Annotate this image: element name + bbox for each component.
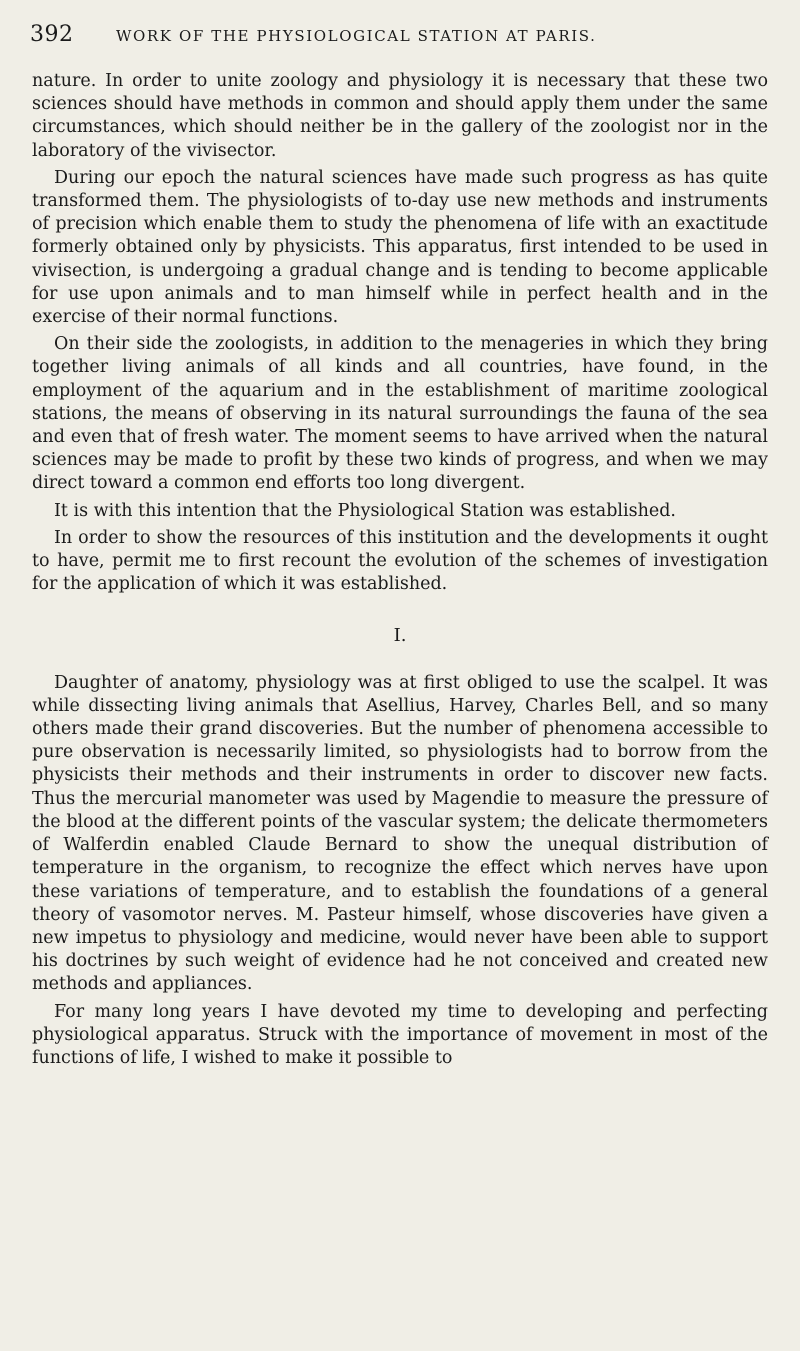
body-text	[32, 70, 768, 1074]
paragraph: During our epoch the natural sciences have made such progress as has quite transformed them. The physiologists of to-day use new methods and instruments of precision which enable them to study the phenomena of life with an exactitude formerly obtained only by physicists. This apparatus, first intended to be used in vivisection, is undergoing a gradual change and is tending to become applicable for use upon animals and to man himself while in perfect health and in the exercise of their normal functions.	[32, 167, 768, 328]
paragraph: In order to show the resources of this institution and the developments it ought to have, permit me to first recount the evolution of the schemes of investigation for the application of which it was established.	[32, 527, 768, 595]
paragraph: Daughter of anatomy, physiology was at first obliged to use the scalpel. It was while dissecting living animals that Asellius, Harvey, Charles Bell, and so many others made their grand discoveries. But the number of phenomena accessible to pure observation is necessarily limited, so physiologists had to borrow from the physicists their methods and their instruments in order to discover new facts. Thus the mercurial manometer was used by Magendie to measure the pressure of the blood at the different points of the vascular system; the delicate thermometers of Walferdin enabled Claude Bernard to show the unequal distribution of temperature in the organism, to recognize the effect which nerves have upon these variations of temperature, and to establish the foundations of a general theory of vasomotor nerves. M. Pasteur himself, whose discoveries have given a new impetus to physiology and medicine, would never have been able to support his doctrines by such weight of evidence had he not conceived and created new methods and appliances.	[32, 672, 768, 995]
section-heading: I.	[393, 625, 407, 647]
paragraph: nature. In order to unite zoology and physiology it is necessary that these two sciences should have methods in common and should apply them under the same circumstances, which should neither be in the gallery of the zoologist nor in the laboratory of the vivisector.	[32, 71, 768, 161]
running-head: WORK OF THE PHYSIOLOGICAL STATION AT PARIS.	[116, 27, 597, 45]
paragraph: On their side the zoologists, in addition to the menageries in which they bring together living animals of all kinds and all countries, have found, in the employment of the aquarium and in the establishment of maritime zoological stations, the means of observing in its natural surroundings the fauna of the sea and even that of fresh water. The moment seems to have arrived when the natural sciences may be made to profit by these two kinds of progress, and when we may direct toward a common end efforts too long divergent.	[32, 334, 768, 494]
paragraph: For many long years I have devoted my time to developing and perfecting physiological apparatus. Struck with the importance of movement in most of the functions of life, I wished to make it possible to	[32, 1001, 768, 1068]
paragraph: It is with this intention that the Physiological Station was established.	[54, 500, 676, 521]
page-header	[30, 22, 770, 62]
page-number: 392	[30, 22, 74, 47]
